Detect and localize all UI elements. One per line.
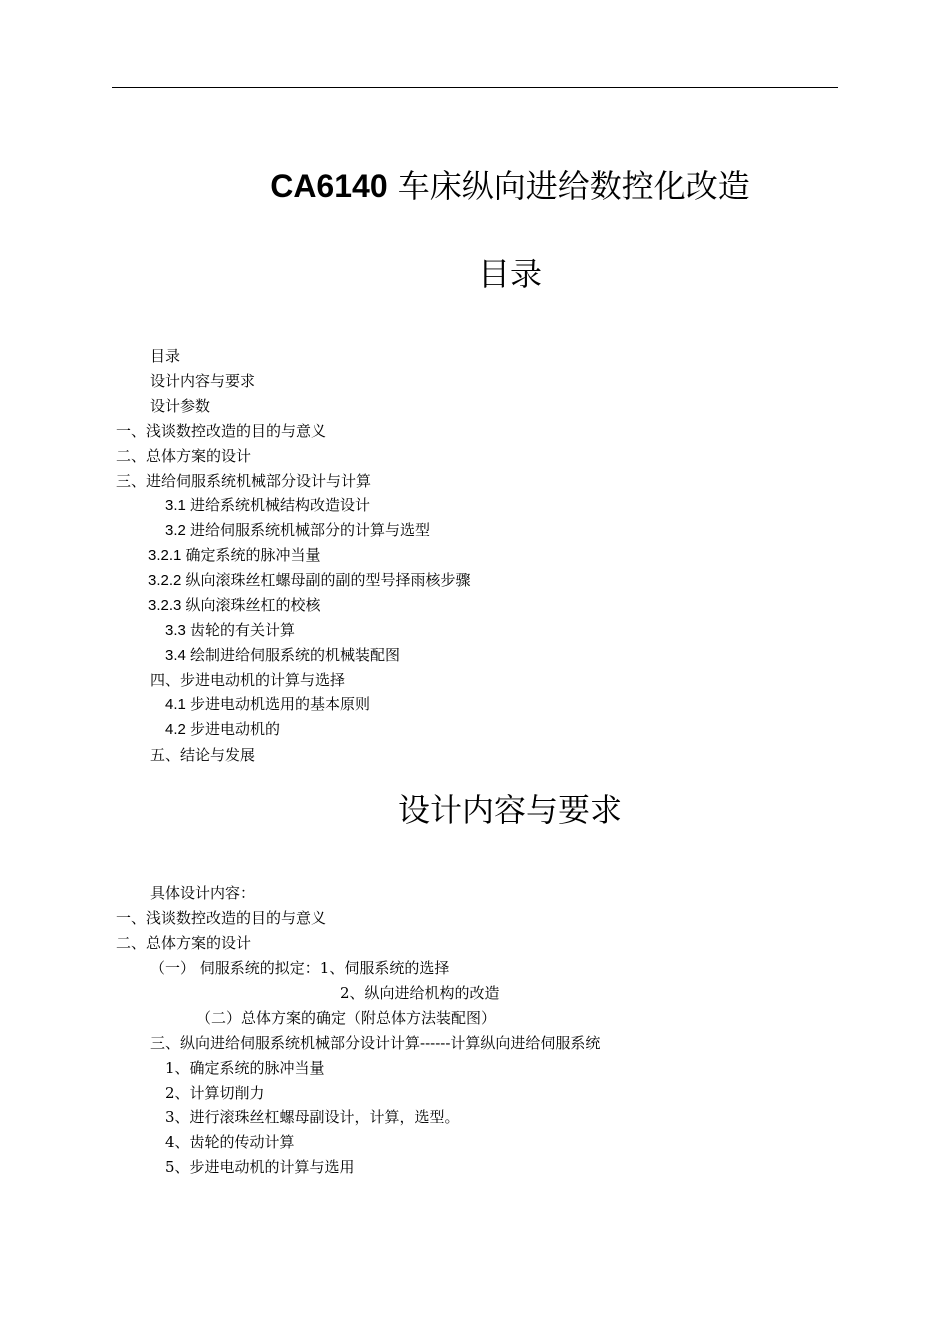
toc-item[interactable]: 目录 [150,347,181,365]
content-line: 一、浅谈数控改造的目的与意义 [116,909,327,927]
toc-item[interactable]: 设计内容与要求 [150,372,256,390]
document-title-text: 车床纵向进给数控化改造 [397,167,750,205]
content-line: 三、纵向进给伺服系统机械部分设计计算------计算纵向进给伺服系统 [150,1034,601,1052]
content-line: 2、计算切削力 [165,1084,265,1102]
toc-item[interactable]: 一、浅谈数控改造的目的与意义 [116,422,327,440]
document-title-model: CA6140 [270,168,388,204]
content-line: 1、确定系统的脉冲当量 [165,1059,325,1077]
toc-item[interactable]: 三、进给伺服系统机械部分设计与计算 [116,472,372,490]
toc-item[interactable]: 3.2.3 纵向滚珠丝杠的校核 [148,597,321,614]
toc-item[interactable]: 3.2.2 纵向滚珠丝杠螺母副的副的型号择雨核步骤 [148,572,471,589]
document-title [0,166,950,206]
toc-item[interactable]: 4.2 步进电动机的 [165,721,281,738]
header-rule [112,87,838,88]
content-line: 4、齿轮的传动计算 [165,1133,295,1151]
content-line: （一） 伺服系统的拟定：1、伺服系统的选择 [150,959,450,977]
section-heading: 设计内容与要求 [397,791,622,829]
content-line: （二）总体方案的确定（附总体方法装配图） [196,1009,497,1027]
toc-item[interactable]: 四、步进电动机的计算与选择 [150,671,346,689]
content-line: 2、纵向进给机构的改造 [340,984,500,1002]
toc-item[interactable]: 3.4 绘制进给伺服系统的机械装配图 [165,647,401,664]
toc-item[interactable]: 4.1 步进电动机选用的基本原则 [165,696,371,713]
toc-item[interactable]: 3.1 进给系统机械结构改造设计 [165,497,371,514]
toc-item[interactable]: 二、总体方案的设计 [116,447,252,465]
toc-item[interactable]: 设计参数 [150,397,211,415]
toc-heading: 目录 [477,255,542,293]
content-line: 具体设计内容： [150,884,256,902]
content-line: 3、进行滚珠丝杠螺母副设计，计算，选型。 [165,1108,460,1126]
content-line: 二、总体方案的设计 [116,934,252,952]
content-line: 5、步进电动机的计算与选用 [165,1158,355,1176]
toc-item[interactable]: 3.3 齿轮的有关计算 [165,622,296,639]
toc-item[interactable]: 3.2 进给伺服系统机械部分的计算与选型 [165,522,431,539]
toc-item[interactable]: 五、结论与发展 [150,746,256,764]
toc-item[interactable]: 3.2.1 确定系统的脉冲当量 [148,547,321,564]
